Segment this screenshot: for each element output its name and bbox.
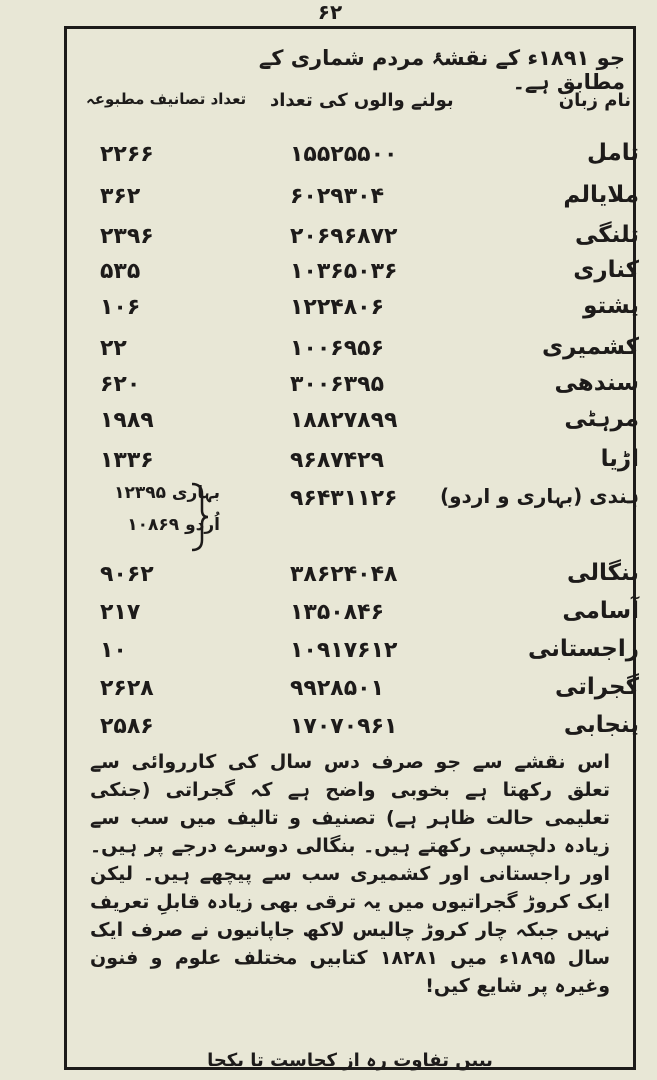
note-paragraph: اس نقشے سے جو صرف دس سال کی کارروائی سے تعلق رکھتا ہے بخوبی واضح ہے کہ گجراتی (جنکی تعلیمی حالت ظاہر ہے) تصنیف و تالیف میں سب سے زیادہ دلچسپی رکھتے ہیں۔ بنگالی دوسرے درجے پر ہیں۔ اور راجستانی اور کشمیری سب سے پیچھے ہیں۔ لیکن ایک کروڑ گجراتیوں میں یہ ترقی بھی زیادہ قابلِ تعریف نہیں جبکہ چار کروڑ چالیس لاکھ جاپانیوں نے صرف ایک سال ۱۸۹۵ء میں ۱۸۲۸۱ کتابیں مختلف علوم و فنون وغیرہ پر شایع کیں! bbox=[90, 751, 611, 997]
table-row bbox=[0, 257, 657, 291]
language-name: بنگالی bbox=[567, 560, 639, 586]
table-row bbox=[0, 182, 657, 216]
closing-couplet: ببیں تفاوتِ رہ از کجاست تا بکجا bbox=[207, 1050, 493, 1071]
language-name: پشتو bbox=[583, 293, 639, 319]
speaker-count: ۱۰۳۶۵۰۳۶ bbox=[290, 259, 398, 284]
language-name: سندھی bbox=[554, 370, 639, 396]
bihari-book-count: بہاری ۱۲۳۹۵ bbox=[114, 483, 220, 503]
table-row bbox=[0, 636, 657, 670]
table-row bbox=[0, 293, 657, 327]
speaker-count: ۱۳۵۰۸۴۶ bbox=[290, 600, 384, 625]
table-row bbox=[0, 560, 657, 594]
speaker-count: ۱۰۹۱۷۶۱۲ bbox=[290, 638, 398, 663]
book-count: ۱۰ bbox=[100, 638, 127, 663]
language-name: پنجابی bbox=[563, 712, 639, 738]
page-number: ۶۲ bbox=[317, 0, 343, 24]
book-count: ۱۳۳۶ bbox=[100, 448, 154, 473]
book-count: ۲۶۲۸ bbox=[100, 676, 154, 701]
book-count: ۲۳۹۶ bbox=[100, 224, 154, 249]
language-name: ملایالم bbox=[563, 182, 639, 208]
column-header-speakers: بولنے والوں کی تعداد bbox=[270, 90, 454, 111]
language-name: تلنگی bbox=[574, 222, 639, 248]
book-count: ۲۲۶۶ bbox=[100, 142, 154, 167]
hindi-breakdown bbox=[90, 482, 220, 552]
book-count: ۱۹۸۹ bbox=[100, 408, 154, 433]
speaker-count: ۹۶۴۳۱۱۲۶ bbox=[290, 486, 398, 511]
language-name: ہندی (بہاری و اردو) bbox=[439, 484, 639, 508]
speaker-count: ۱۷۰۷۰۹۶۱ bbox=[290, 714, 398, 739]
speaker-count: ۱۲۲۴۸۰۶ bbox=[290, 295, 384, 320]
table-row bbox=[0, 446, 657, 480]
language-name: راجستانی bbox=[527, 636, 639, 662]
table-row bbox=[0, 334, 657, 368]
book-count: ۲۵۸۶ bbox=[100, 714, 154, 739]
brace-icon bbox=[188, 482, 210, 552]
book-count: ۱۰۶ bbox=[100, 295, 141, 320]
language-name: اڑیا bbox=[600, 446, 639, 472]
book-count: ۶۲۰ bbox=[100, 372, 141, 397]
speaker-count: ۳۸۶۲۴۰۴۸ bbox=[290, 562, 398, 587]
table-heading: جو ۱۸۹۱ء کے نقشۂ مردم شماری کے مطابق ہے۔ bbox=[258, 46, 625, 94]
table-row bbox=[0, 140, 657, 174]
speaker-count: ۲۰۶۹۶۸۷۲ bbox=[290, 224, 398, 249]
speaker-count: ۳۰۰۶۳۹۵ bbox=[290, 372, 384, 397]
book-count: ۳۶۲ bbox=[100, 184, 141, 209]
language-name: کشمیری bbox=[542, 334, 639, 360]
book-count: ۹۰۶۲ bbox=[100, 562, 154, 587]
language-name: کناری bbox=[573, 257, 639, 283]
speaker-count: ۱۰۰۶۹۵۶ bbox=[290, 336, 384, 361]
table-row bbox=[0, 370, 657, 404]
language-name: تامل bbox=[586, 140, 639, 166]
language-name: مرہٹی bbox=[564, 406, 639, 432]
column-header-language: نام زبان bbox=[558, 90, 631, 111]
language-name: گجراتی bbox=[554, 674, 639, 700]
speaker-count: ۱۵۵۲۵۵۰۰ bbox=[290, 142, 398, 167]
speaker-count: ۹۹۲۸۵۰۱ bbox=[290, 676, 384, 701]
speaker-count: ۱۸۸۲۷۸۹۹ bbox=[290, 408, 398, 433]
urdu-book-count: اُردو ۱۰۸۶۹ bbox=[127, 515, 220, 535]
column-header-books: تعداد تصانیف مطبوعہ bbox=[86, 90, 247, 108]
language-name: آسامی bbox=[562, 598, 639, 624]
book-count: ۵۳۵ bbox=[100, 259, 141, 284]
speaker-count: ۶۰۲۹۳۰۴ bbox=[290, 184, 384, 209]
speaker-count: ۹۶۸۷۴۲۹ bbox=[290, 448, 384, 473]
table-row bbox=[0, 406, 657, 440]
book-count: ۲۲ bbox=[100, 336, 127, 361]
table-row bbox=[0, 674, 657, 708]
table-row bbox=[0, 222, 657, 256]
table-row bbox=[0, 712, 657, 746]
book-count: ۲۱۷ bbox=[100, 600, 141, 625]
table-row bbox=[0, 598, 657, 632]
